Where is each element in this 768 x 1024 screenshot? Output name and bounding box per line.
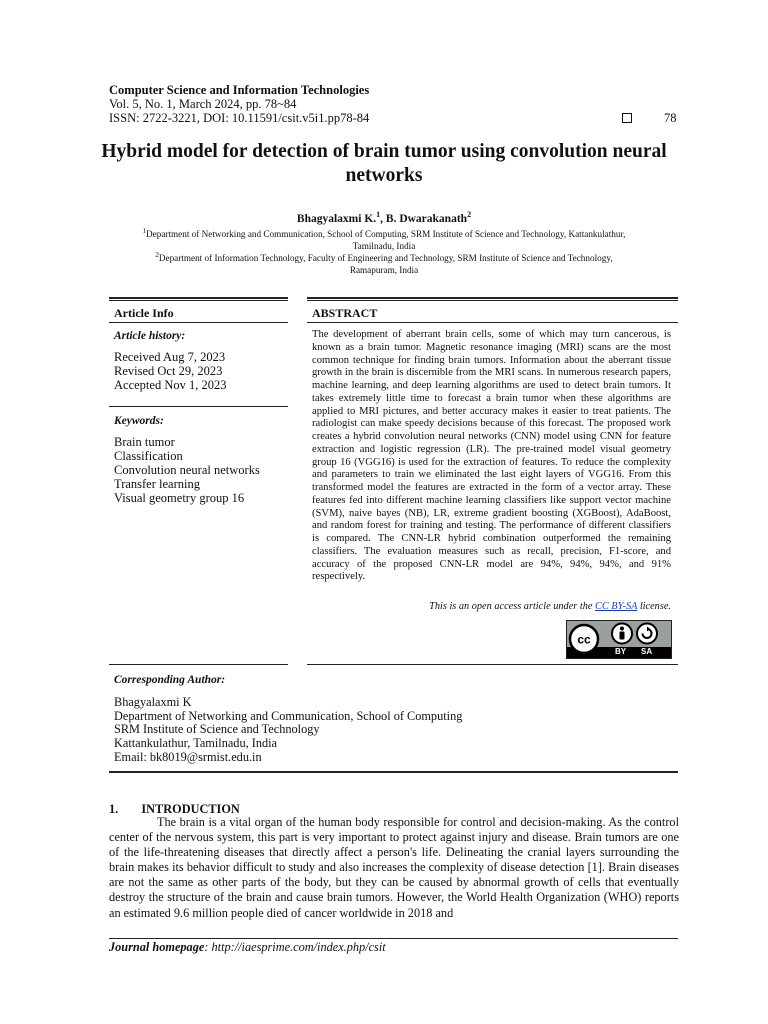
author-sup: 1 [376,210,381,219]
cc-by-label: BY [615,647,627,656]
corresponding-heading: Corresponding Author: [114,674,226,686]
keyword-item: Convolution neural networks [114,463,260,477]
keywords-heading: Keywords: [114,415,164,427]
keyword-item: Classification [114,449,183,463]
abstract-heading: ABSTRACT [312,306,378,320]
keywords-divider [109,406,288,407]
history-accepted: Accepted Nov 1, 2023 [114,378,227,392]
affiliation-line: Department of Networking and Communication, School of Computing, SRM Institute of Science and Technology, Kattankulathur, [146,229,626,240]
article-info-heading: Article Info [114,306,174,320]
author-name: Bhagyalaxmi K. [296,212,377,225]
section-number: 1. [109,802,119,816]
open-access-notice [312,601,671,612]
footer-rule [109,938,678,939]
affiliation-line: Ramapuram, India [349,265,419,276]
homepage-label: Journal homepage [109,940,205,954]
homepage-url[interactable]: http://iaesprime.com/index.php/csit [211,940,386,954]
oa-prefix: This is an open access article under the [429,601,595,612]
affiliation-2 [112,249,656,276]
cc-sa-label: SA [641,647,653,656]
introduction-text: The brain is a vital organ of the human body responsible for control and decision-making. As the control center of the nervous system, this part is very important to protect against injury and disease. Brain tumors are one of the life-threatening diseases that directly affect a person's life. Delineating the cranial layers surrounding the brain makes its behavior difficult to study and also increases the complexity of disease detection [1]. Brain diseases are not the same as other parts of the body, but they can be caused by abnormal growth of cells that eventually destroy the structure of the brain and cause brain tumors. However, the World Health Organization (WHO) reports an estimated 9.6 million people died of cancer worldwide in 2018 and [109,815,679,920]
keyword-item: Transfer learning [114,477,200,491]
corresponding-bottom-rule [109,771,678,773]
affiliation-sup: 1 [142,227,147,235]
history-revised: Revised Oct 29, 2023 [114,364,223,378]
affiliation-1 [112,225,656,252]
author-sup: 2 [467,210,472,219]
affiliation-line: Department of Information Technology, Faculty of Engineering and Technology, SRM Institute of Science and Technology, [158,253,613,264]
corresponding-location: Kattankulathur, Tamilnadu, India [114,736,278,750]
corresponding-dept: Department of Networking and Communication, School of Computing [114,709,463,723]
info-bottom-rule [109,664,288,665]
abstract-divider [307,322,678,323]
abstract-top-rule [307,297,678,299]
affiliation-line: Tamilnadu, India [352,241,416,252]
section-title: INTRODUCTION [141,802,240,816]
affiliation-sup: 2 [155,251,159,259]
paper-title: Hybrid model for detection of brain tumor using convolution neural networks [101,141,667,186]
info-top-rule-thin [109,300,288,301]
abstract-bottom-rule [307,664,678,665]
history-received: Received Aug 7, 2023 [114,350,226,364]
info-top-rule [109,297,288,299]
keyword-item: Brain tumor [114,435,175,449]
cc-by-sa-badge[interactable] [566,620,672,659]
corresponding-institute: SRM Institute of Science and Technology [114,722,320,736]
author-name: B. Dwarakanath [385,212,468,225]
journal-name: Computer Science and Information Technologies [109,83,370,97]
info-divider [109,322,288,323]
journal-homepage [109,940,386,955]
corresponding-name: Bhagyalaxmi K [114,695,192,709]
history-heading: Article history: [114,330,186,342]
journal-issn-doi: ISSN: 2722-3221, DOI: 10.11591/csit.v5i1.pp78-84 [109,111,370,125]
page-number: 78 [664,111,677,125]
keyword-item: Visual geometry group 16 [114,491,245,505]
journal-volume: Vol. 5, No. 1, March 2024, pp. 78~84 [109,97,297,111]
svg-text:cc: cc [577,632,591,647]
corresponding-email[interactable]: Email: bk8019@srmist.edu.in [114,750,262,764]
author-list: Bhagyalaxmi K.$^1$, B. Dwarakanath$^2$ [296,210,472,225]
oa-suffix: license. [637,601,671,612]
homepage-sep: : [204,940,212,954]
cc-by-sa-link[interactable]: CC BY-SA [595,601,638,612]
abstract-top-rule-thin [307,300,678,301]
page-marker-icon [622,113,632,123]
abstract-text: The development of aberrant brain cells, some of which may turn cancerous, is known as a brain tumor. Magnetic resonance imaging (MRI) scans are the most common technique for finding brain tumors. Information about the aberrant tissue growth in the brain is discernible from the MRI scans. In numerous research papers, machine learning, and deep learning algorithms are used to detect brain tumors. It takes extremely little time to forecast a brain tumor when these algorithms are applied to MRI pictures, and better accuracy makes it easier to treat patients. The radiologist can make speedy decisions because of this forecast. The proposed work creates a hybrid convolution neural networks (CNN) model using CNN for feature extraction and logistic regression (LR). The pre-trained model visual geometry group 16 (VGG16) is used for the extraction of features. To reduce the complexity and parameters to train we eliminated the last eight layers of VGG16. From this transformed model the features are extracted in the form of a vector array. These features fed into different machine learning classifiers like support vector machine (SVM), naive bayes (NB), LR, extreme gradient boosting (XGBoost), AdaBoost, and random forest for training and testing. The performance of different classifiers is compared. The CNN-LR hybrid combination outperformed the remaining classifiers. The evaluation measures such as recall, precision, F1-score, and accuracy of the proposed CNN-LR model are 94%, 94%, 94%, and 91% respectively. [312,329,671,583]
